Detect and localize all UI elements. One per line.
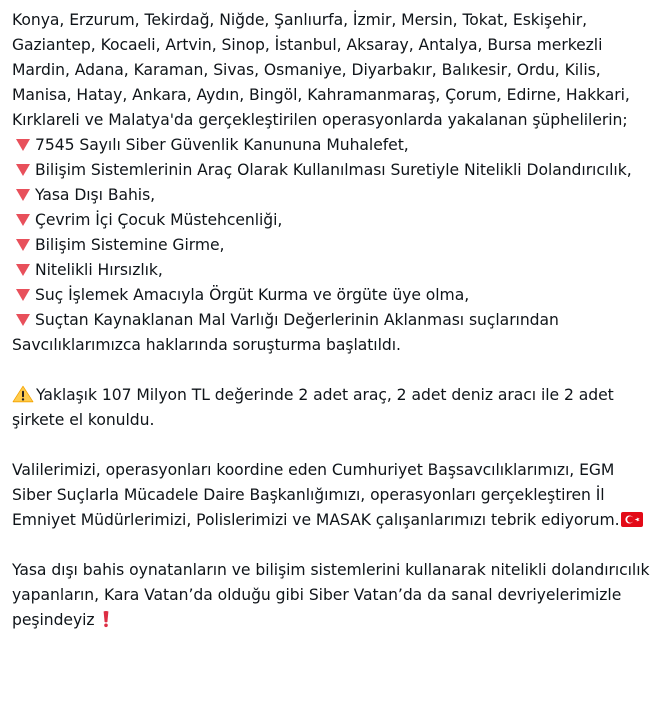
charge-item	[12, 283, 652, 308]
paragraph-gap	[12, 533, 652, 558]
charges-list	[12, 133, 652, 358]
charge-text: Bilişim Sistemlerinin Araç Olarak Kullanılması Suretiyle Nitelikli Dolandırıcılık,	[35, 161, 632, 179]
closing-paragraph	[12, 558, 652, 633]
charge-item	[12, 158, 652, 183]
charge-text: 7545 Sayılı Siber Güvenlik Kanununa Muhalefet,	[35, 136, 409, 154]
charge-text: Bilişim Sistemine Girme,	[35, 236, 225, 254]
seizure-text: Yaklaşık 107 Milyon TL değerinde 2 adet araç, 2 adet deniz aracı ile 2 adet şirkete el konuldu.	[12, 386, 614, 429]
red-triangle-down-icon	[16, 264, 30, 276]
seizure-paragraph	[12, 383, 652, 433]
charge-item	[12, 258, 652, 283]
red-triangle-down-icon	[16, 239, 30, 251]
intro-text: Konya, Erzurum, Tekirdağ, Niğde, Şanlıurfa, İzmir, Mersin, Tokat, Eskişehir, Gaziantep, Kocaeli, Artvin, Sinop, İstanbul, Aksaray, Antalya, Bursa merkezli Mardin, Adana, Karaman, Sivas, Osmaniye, Diyarbakır, Balıkesir, Ordu, Kilis, Manisa, Hatay, Ankara, Aydın, Bingöl, Kahramanmaraş, Çorum, Edirne, Hakkari, Kırklareli ve Malatya'da gerçekleştirilen operasyonlarda yakalanan şüphelilerin;	[12, 11, 630, 129]
charge-text: Çevrim İçi Çocuk Müstehcenliği,	[35, 211, 283, 229]
red-triangle-down-icon	[16, 139, 30, 151]
charge-text: Suçtan Kaynaklanan Mal Varlığı Değerlerinin Aklanması suçlarından	[35, 311, 559, 329]
paragraph-gap	[12, 433, 652, 458]
charge-text: Nitelikli Hırsızlık,	[35, 261, 163, 279]
paragraph-gap	[12, 358, 652, 383]
charge-item	[12, 183, 652, 208]
charge-text: Suç İşlemek Amacıyla Örgüt Kurma ve örgüte üye olma,	[35, 286, 470, 304]
red-triangle-down-icon	[16, 314, 30, 326]
post-body	[12, 8, 652, 633]
charge-item	[12, 233, 652, 258]
thanks-text: Valilerimizi, operasyonları koordine eden Cumhuriyet Başsavcılıklarımızı, EGM Siber Suçlarla Mücadele Daire Başkanlığımızı, operasyonları gerçekleştiren İl Emniyet Müdürlerimizi, Polislerimizi ve MASAK çalışanlarımızı tebrik ediyorum.	[12, 461, 620, 529]
charge-item	[12, 208, 652, 233]
turkey-flag-icon	[621, 512, 643, 527]
thanks-paragraph	[12, 458, 652, 533]
closing-text: Yasa dışı bahis oynatanların ve bilişim sistemlerini kullanarak nitelikli dolandırıcılık yapanların, Kara Vatan’da olduğu gibi Siber Vatan’da da sanal devriyelerimizle peşindeyiz	[12, 561, 650, 629]
charge-item	[12, 133, 652, 158]
red-triangle-down-icon	[16, 289, 30, 301]
warning-icon	[12, 385, 34, 403]
charge-text: Yasa Dışı Bahis,	[35, 186, 156, 204]
post-intro	[12, 8, 652, 133]
charges-outro: Savcılıklarımızca haklarında soruşturma başlatıldı.	[12, 336, 401, 354]
red-triangle-down-icon	[16, 214, 30, 226]
red-exclamation-icon	[99, 610, 113, 628]
red-triangle-down-icon	[16, 189, 30, 201]
charge-item	[12, 308, 652, 333]
red-triangle-down-icon	[16, 164, 30, 176]
